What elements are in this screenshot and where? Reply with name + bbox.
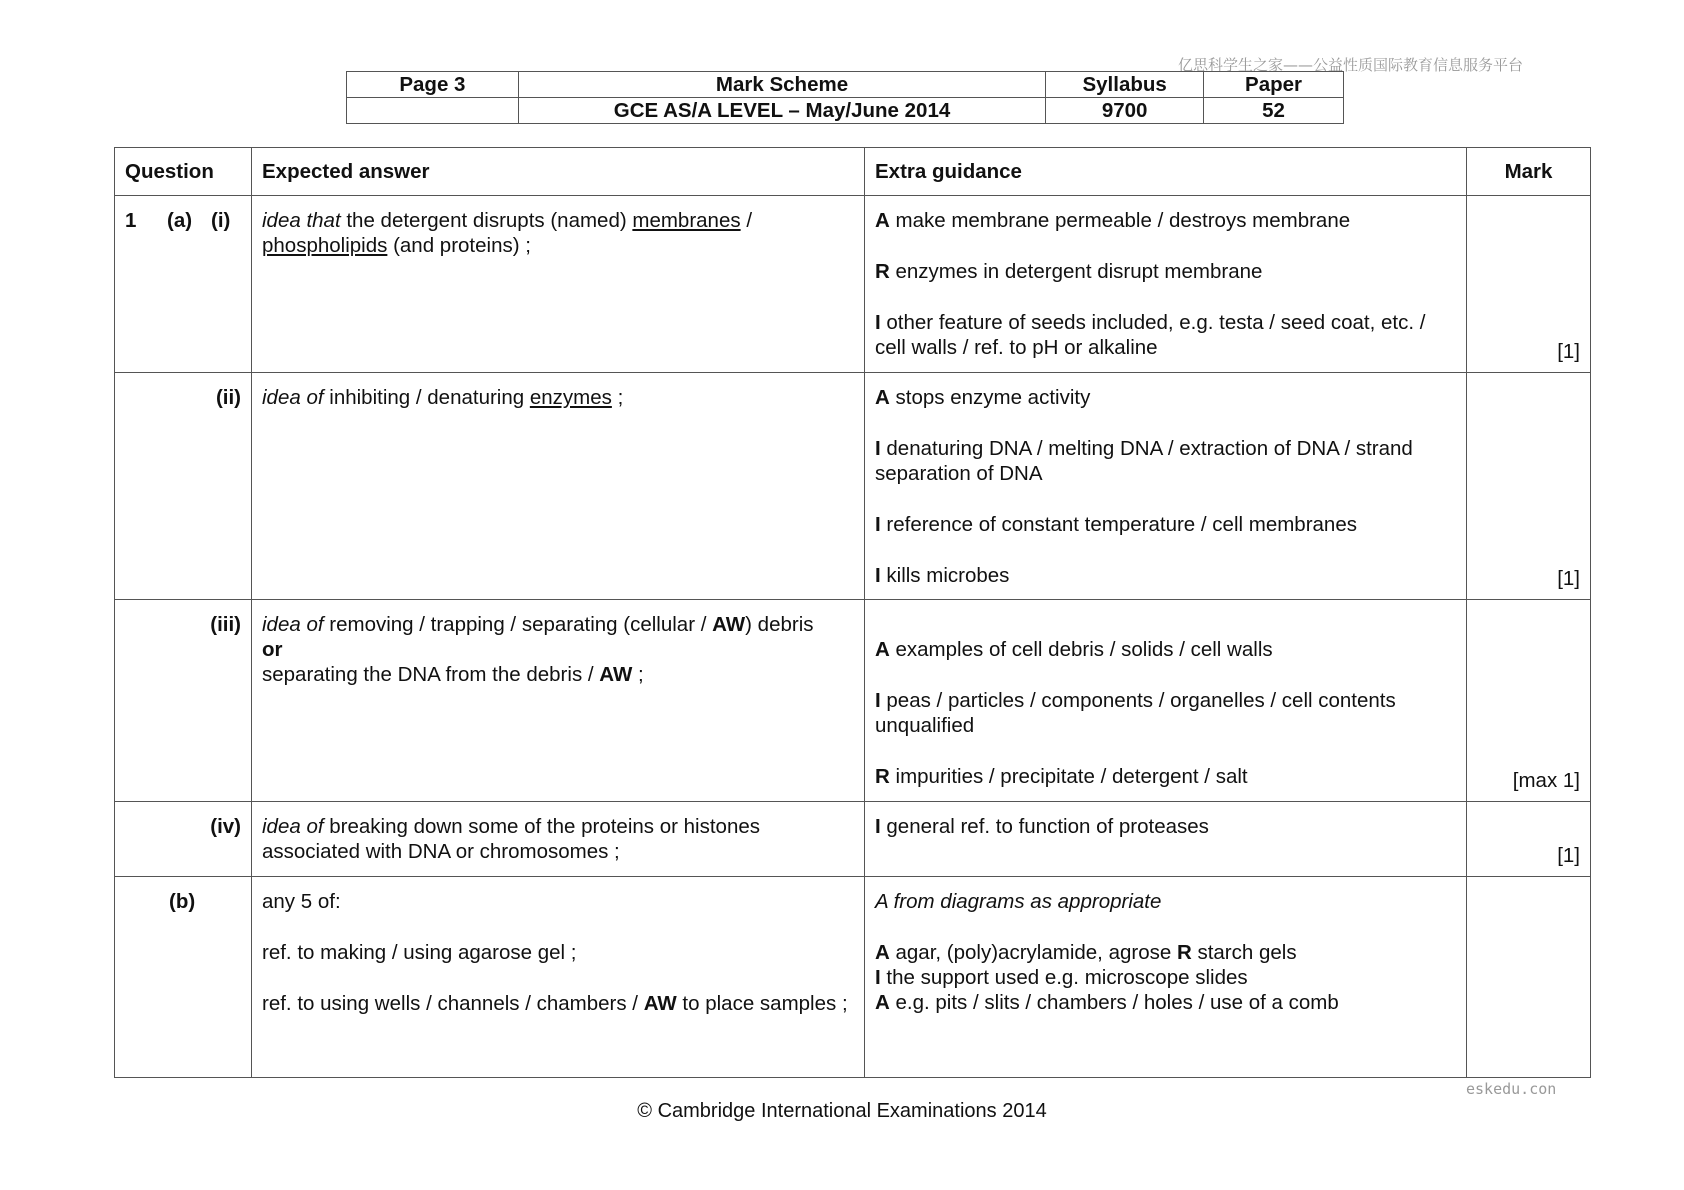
guidance-prefix: A — [875, 386, 890, 409]
guidance-prefix: I — [875, 966, 881, 989]
answer-text: ; — [632, 663, 644, 686]
guidance-prefix: A — [875, 638, 890, 661]
answer-text: breaking down some of the proteins or histones associated with DNA or chromosomes ; — [262, 815, 761, 863]
guidance-text: examples of cell debris / solids / cell walls — [889, 638, 1273, 661]
answer-text: to place samples ; — [676, 992, 848, 1015]
answer-text: ; — [611, 386, 624, 409]
mark-value: [1] — [1557, 844, 1580, 867]
guidance-prefix: R — [875, 765, 890, 788]
answer-aw: AW — [643, 992, 677, 1015]
answer-text: ref. to using wells / channels / chambers / — [262, 992, 644, 1015]
header-empty-cell — [347, 98, 519, 124]
guidance-line — [875, 385, 1456, 410]
answer-lead: idea of — [262, 386, 324, 409]
question-number-cell — [115, 196, 252, 373]
guidance-line — [875, 637, 1456, 662]
mark-cell — [1467, 196, 1591, 373]
question-subpart: (i) — [211, 209, 231, 232]
answer-lead: idea of — [262, 815, 324, 838]
guidance-line — [875, 208, 1456, 233]
answer-or: or — [262, 638, 283, 661]
table-row — [115, 196, 1591, 373]
expected-answer-cell — [252, 877, 865, 1078]
guidance-line — [875, 259, 1456, 284]
guidance-cell — [865, 373, 1467, 600]
answer-aw: AW — [712, 613, 746, 636]
question-number-cell — [115, 802, 252, 877]
syllabus-label: Syllabus — [1046, 72, 1204, 98]
guidance-text: peas / particles / components / organelles / cell contents unqualified — [875, 689, 1396, 737]
guidance-prefix: I — [875, 437, 881, 460]
guidance-text: impurities / precipitate / detergent / salt — [889, 765, 1248, 788]
guidance-text: enzymes in detergent disrupt membrane — [889, 260, 1263, 283]
answer-lead: idea of — [262, 613, 324, 636]
guidance-text: the support used e.g. microscope slides — [880, 966, 1248, 989]
guidance-prefix: A — [875, 941, 890, 964]
guidance-line — [875, 814, 1456, 839]
watermark-chinese: 亿思科学生之家——公益性质国际教育信息服务平台 — [1178, 56, 1524, 74]
mark-cell — [1467, 600, 1591, 802]
question-number-cell — [115, 600, 252, 802]
expected-answer-cell — [252, 373, 865, 600]
page-header-table — [346, 71, 1344, 124]
answer-keyword: enzymes — [529, 386, 612, 409]
table-row — [115, 877, 1591, 1078]
column-header-expected: Expected answer — [252, 148, 865, 196]
mark-value: [1] — [1557, 567, 1580, 590]
expected-answer-cell — [252, 802, 865, 877]
guidance-text: denaturing DNA / melting DNA / extraction of DNA / strand separation of DNA — [875, 437, 1413, 485]
guidance-cell — [865, 802, 1467, 877]
question-part: (a) — [167, 209, 193, 232]
answer-text: ) debris — [745, 613, 814, 636]
guidance-cell — [865, 196, 1467, 373]
column-header-question: Question — [115, 148, 252, 196]
guidance-text: starch gels — [1191, 941, 1297, 964]
answer-text: separating the DNA from the debris / — [262, 663, 600, 686]
mark-value: [max 1] — [1512, 769, 1580, 792]
guidance-prefix: A — [875, 209, 890, 232]
table-row — [115, 373, 1591, 600]
mark-cell — [1467, 373, 1591, 600]
expected-answer-cell — [252, 196, 865, 373]
guidance-text: stops enzyme activity — [889, 386, 1091, 409]
table-row — [115, 802, 1591, 877]
paper-code: 52 — [1204, 98, 1344, 124]
exam-subtitle: GCE AS/A LEVEL – May/June 2014 — [518, 98, 1045, 124]
mark-scheme-table — [114, 147, 1591, 1078]
expected-answer-cell — [252, 600, 865, 802]
question-subpart: (iii) — [210, 613, 241, 636]
answer-text: inhibiting / denaturing — [323, 386, 530, 409]
table-row — [115, 600, 1591, 802]
column-header-mark: Mark — [1467, 148, 1591, 196]
guidance-line — [875, 990, 1456, 1015]
mark-value: [1] — [1557, 340, 1580, 363]
mark-cell — [1467, 877, 1591, 1078]
question-subpart: (iv) — [210, 815, 241, 838]
guidance-prefix: I — [875, 689, 881, 712]
guidance-text: other feature of seeds included, e.g. testa / seed coat, etc. / cell walls / ref. to pH or alkaline — [875, 311, 1426, 359]
mark-cell — [1467, 802, 1591, 877]
answer-keyword: phospholipids — [262, 234, 388, 257]
answer-text: (and proteins) ; — [387, 234, 531, 257]
document-title: Mark Scheme — [518, 72, 1045, 98]
guidance-line — [875, 436, 1456, 486]
guidance-line — [875, 563, 1456, 588]
guidance-text: agar, (poly)acrylamide, agrose — [889, 941, 1177, 964]
watermark-site: eskedu.con — [1466, 1080, 1557, 1098]
page-number: Page 3 — [347, 72, 519, 98]
guidance-line — [875, 965, 1456, 990]
guidance-prefix: I — [875, 513, 881, 536]
guidance-line — [875, 688, 1456, 738]
guidance-text: e.g. pits / slits / chambers / holes / use of a comb — [889, 991, 1339, 1014]
copyright-footer: © Cambridge International Examinations 2014 — [637, 1100, 1047, 1122]
guidance-line — [875, 764, 1456, 789]
guidance-prefix: I — [875, 564, 881, 587]
answer-text: the detergent disrupts (named) — [340, 209, 633, 232]
guidance-cell — [865, 600, 1467, 802]
question-number: 1 — [125, 209, 137, 232]
question-number-cell — [115, 373, 252, 600]
guidance-line — [875, 310, 1456, 360]
guidance-prefix: R — [875, 260, 890, 283]
guidance-line: A from diagrams as appropriate — [875, 890, 1162, 913]
guidance-prefix: R — [1176, 941, 1192, 964]
guidance-text: reference of constant temperature / cell membranes — [880, 513, 1357, 536]
answer-aw: AW — [599, 663, 633, 686]
column-header-guidance: Extra guidance — [865, 148, 1467, 196]
guidance-cell — [865, 877, 1467, 1078]
answer-line: any 5 of: — [262, 890, 341, 913]
syllabus-code: 9700 — [1046, 98, 1204, 124]
question-part: (b) — [169, 890, 196, 913]
guidance-prefix: I — [875, 815, 881, 838]
question-number-cell — [115, 877, 252, 1078]
answer-text: removing / trapping / separating (cellular / — [323, 613, 713, 636]
guidance-text: make membrane permeable / destroys membrane — [889, 209, 1351, 232]
answer-keyword: membranes — [632, 209, 741, 232]
answer-lead: idea that — [262, 209, 341, 232]
answer-line — [262, 991, 854, 1016]
paper-label: Paper — [1204, 72, 1344, 98]
answer-line: ref. to making / using agarose gel ; — [262, 941, 577, 964]
guidance-text: kills microbes — [880, 564, 1010, 587]
table-header-row — [115, 148, 1591, 196]
guidance-prefix: A — [875, 991, 890, 1014]
guidance-text: general ref. to function of proteases — [880, 815, 1209, 838]
question-subpart: (ii) — [215, 386, 241, 409]
answer-text: / — [740, 209, 753, 232]
guidance-prefix: I — [875, 311, 881, 334]
guidance-line — [875, 512, 1456, 537]
guidance-line — [875, 940, 1456, 965]
